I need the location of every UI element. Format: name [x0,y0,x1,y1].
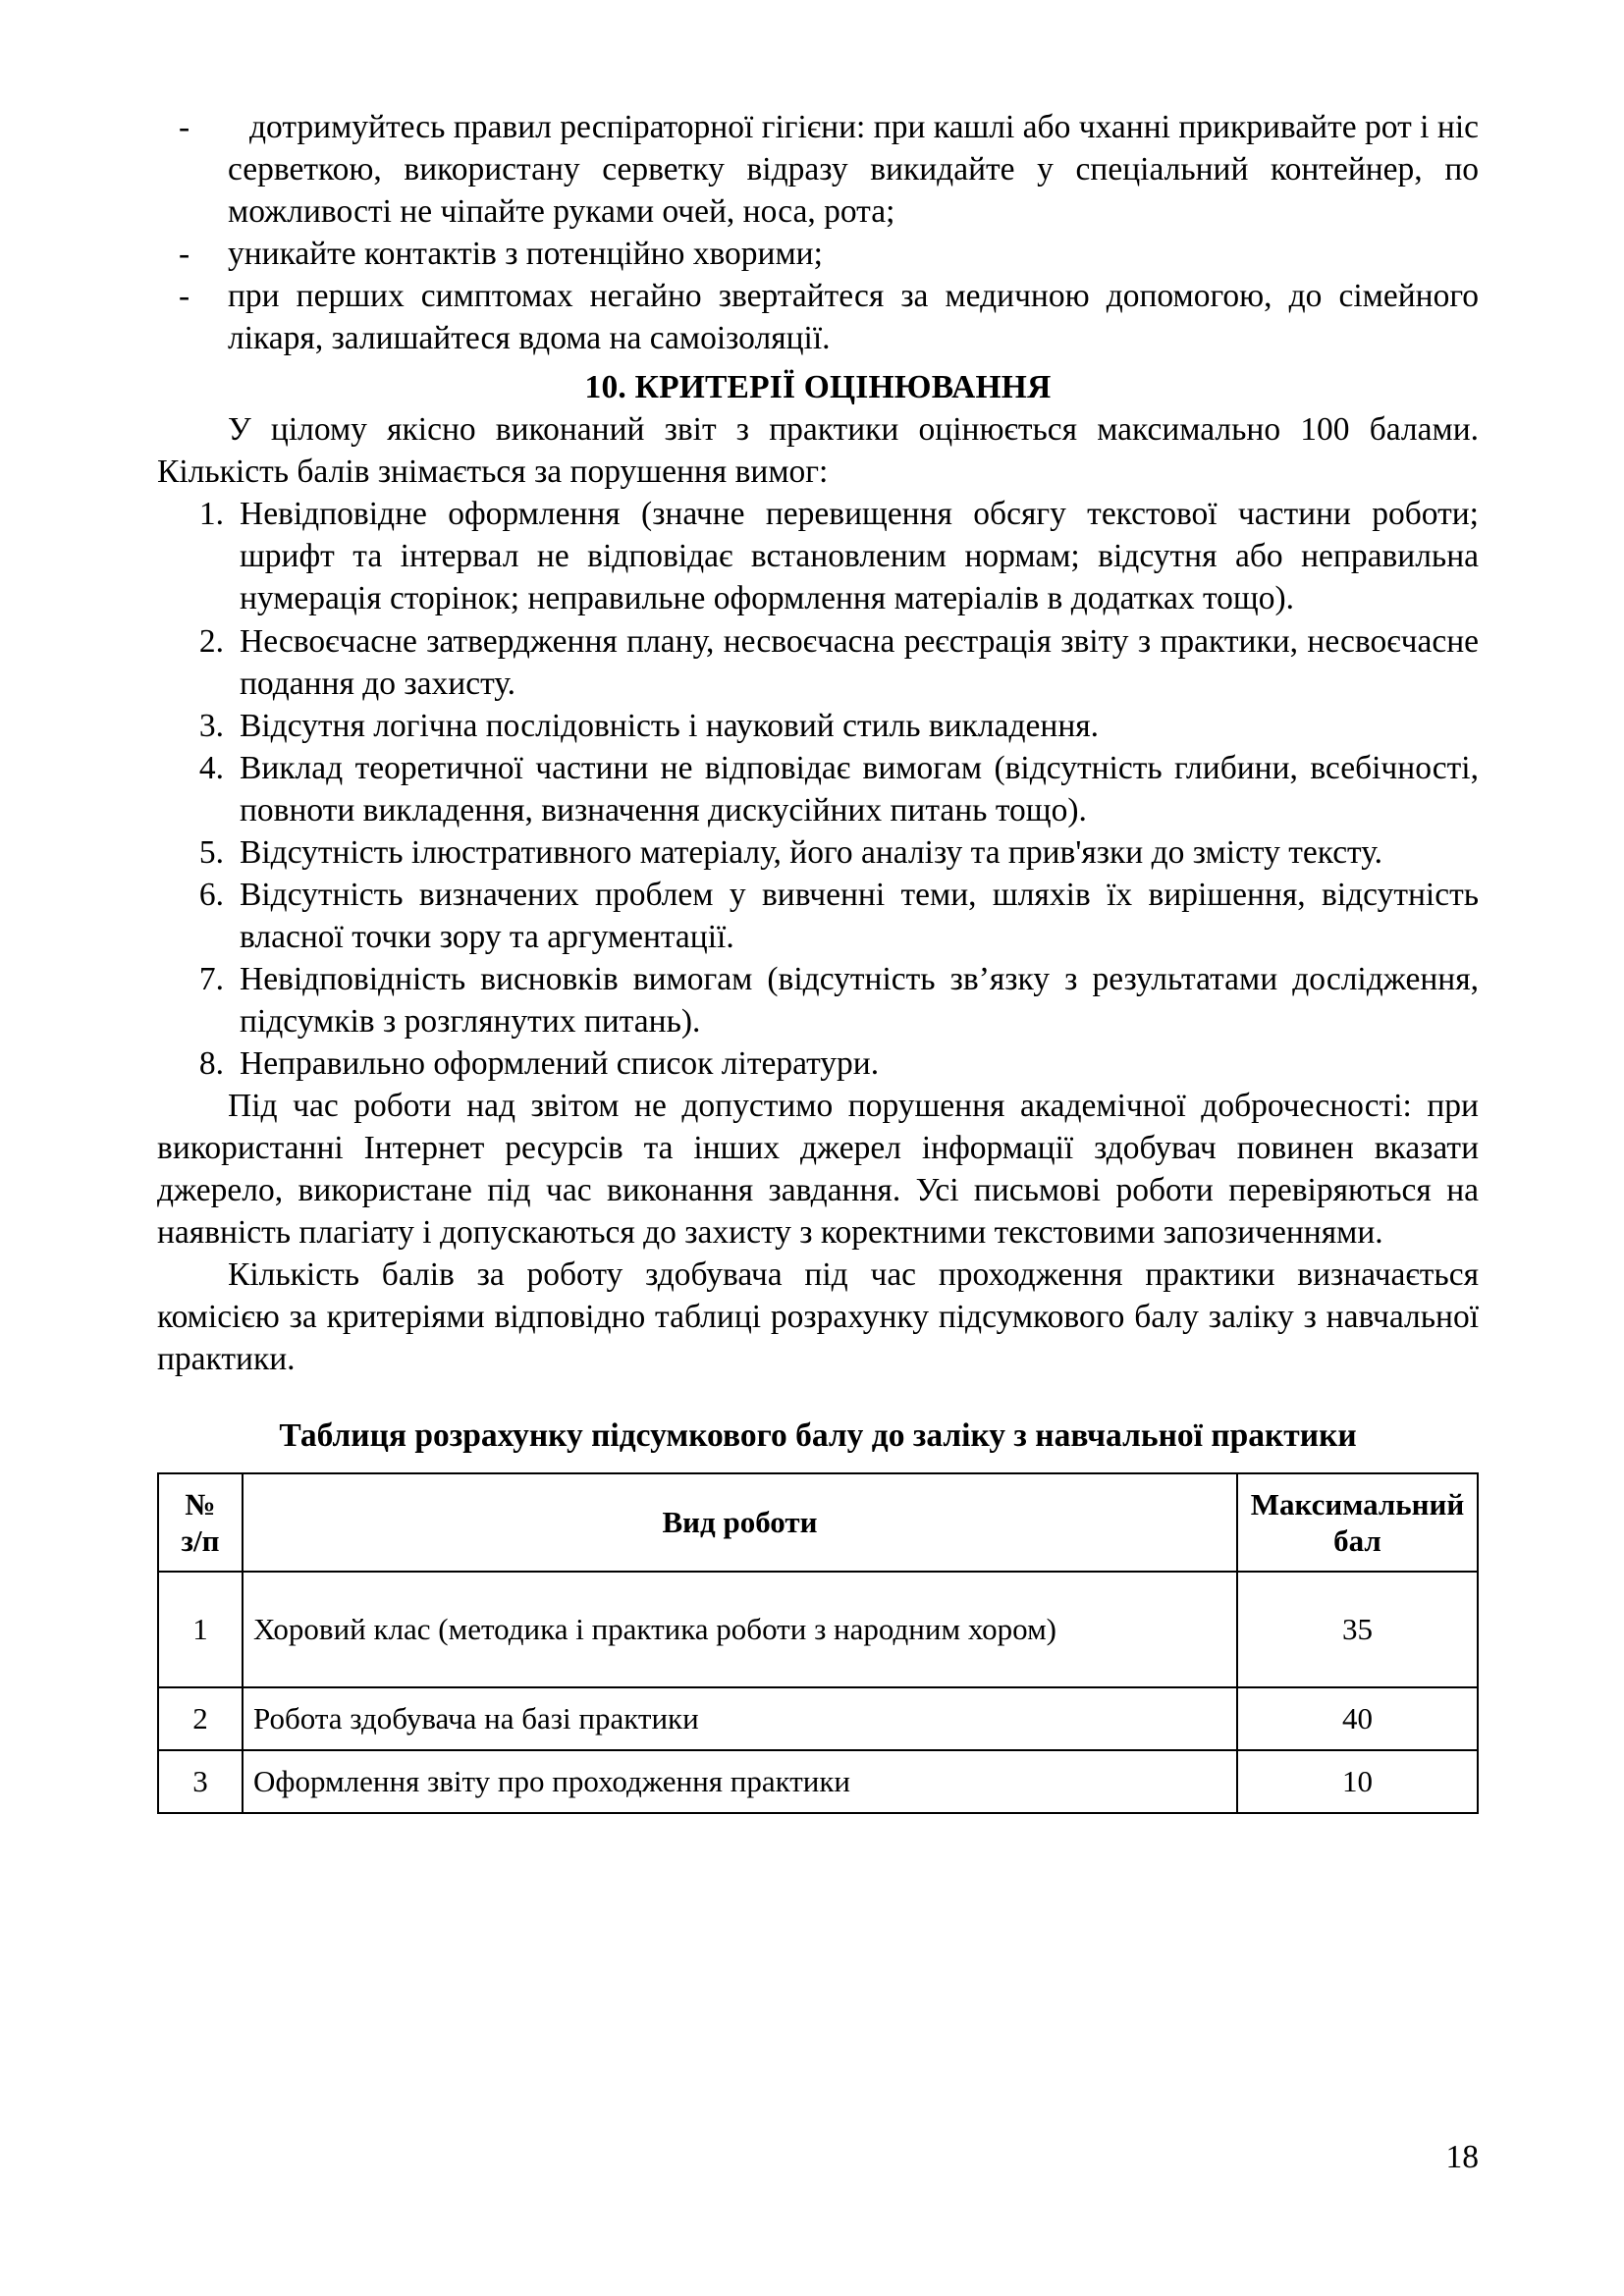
row-number: 2 [158,1687,243,1750]
list-item-text: Невідповідність висновків вимогам (відсутність зв’язку з результатами дослідження, підсумків з розглянутих питань). [240,960,1479,1040]
list-item-text: при перших симптомах негайно звертайтеся за медичною допомогою, до сімейного лікаря, залишайтеся вдома на самоізоляції. [228,278,1479,357]
page-number: 18 [1445,2139,1479,2175]
row-score: 35 [1237,1572,1478,1687]
row-number: 3 [158,1750,243,1813]
list-item-text: Відсутня логічна послідовність і науковий стиль викладення. [240,707,1100,744]
list-marker: 3. [198,707,224,744]
table-row [158,1572,1478,1687]
list-marker: 7. [198,960,224,997]
hygiene-bullet-list [157,106,1479,359]
list-item-text: Відсутність визначених проблем у вивченні теми, шляхів їх вирішення, відсутність власної точки зору та аргументації. [240,876,1479,955]
list-item [157,233,1479,275]
table-caption: Таблиця розрахунку підсумкового балу до заліку з навчальної практики [279,1417,1357,1455]
table-row [158,1687,1478,1750]
list-item [157,831,1479,874]
list-item-text: Виклад теоретичної частини не відповідає вимогам (відсутність глибини, всебічності, повноти викладення, визначення дискусійних питань тощо). [240,749,1479,828]
final-score-table [157,1472,1479,1814]
list-marker: 4. [198,749,224,786]
list-item [157,493,1479,619]
list-item-text: Неправильно оформлений список літератури. [240,1044,880,1082]
list-marker: 1. [198,496,224,533]
list-marker: 6. [198,876,224,913]
list-item-text: уникайте контактів з потенційно хворими; [228,236,823,273]
academic-integrity-paragraph: Під час роботи над звітом не допустимо порушення академічної доброчесності: при використанні Інтернет ресурсів та інших джерел інформації здобувач повинен вказати джерело, використане під час виконання завдання. Усі письмові роботи перевіряються на наявність плагіату і допускаються до захисту з коректними текстовими запозиченнями. [157,1088,1479,1252]
list-item [157,958,1479,1042]
row-score: 40 [1237,1687,1478,1750]
row-work: Робота здобувача на базі практики [243,1687,1237,1750]
list-item [157,106,1479,233]
dash-marker: - [179,236,190,273]
criteria-numbered-list [157,493,1479,1085]
list-marker: 5. [198,833,224,871]
table-row [158,1750,1478,1813]
column-header-number-line2: з/п [181,1523,220,1559]
row-work: Хоровий клас (методика і практика роботи з народним хором) [243,1572,1237,1687]
list-item [157,620,1479,705]
dash-marker: - [179,109,190,145]
column-header-work: Вид роботи [243,1473,1237,1572]
list-item-text: Відсутність ілюстративного матеріалу, його аналізу та прив'язки до змісту тексту. [240,833,1383,871]
list-item-text: дотримуйтесь правил респіраторної гігієни: при кашлі або чханні прикривайте рот і ніс серветкою, використану серветку відразу викидайте у спеціальний контейнер, по можливості не чіпайте руками очей, носа, рота; [228,109,1479,231]
list-marker: 8. [198,1044,224,1082]
column-header-score-line1: Максимальний [1250,1486,1465,1522]
list-item [157,747,1479,831]
table-header-row [158,1473,1478,1572]
column-header-score [1237,1473,1478,1572]
dash-marker: - [179,278,190,315]
list-item-text: Несвоєчасне затвердження плану, несвоєчасна реєстрація звіту з практики, несвоєчасне подання до захисту. [240,622,1479,702]
column-header-number [158,1473,243,1572]
section-heading: 10. КРИТЕРІЇ ОЦІНЮВАННЯ [584,369,1052,406]
list-item [157,874,1479,958]
list-marker: 2. [198,622,224,660]
list-item [157,1042,1479,1085]
list-item-text: Невідповідне оформлення (значне перевищення обсягу текстової частини роботи; шрифт та інтервал не відповідає встановленим нормам; відсутня або неправильна нумерація сторінок; неправильне оформлення матеріалів в додатках тощо). [240,496,1479,617]
row-number: 1 [158,1572,243,1687]
column-header-number-line1: № [185,1486,216,1522]
scoring-commission-paragraph: Кількість балів за роботу здобувача під час проходження практики визначається комісією за критеріями відповідно таблиці розрахунку підсумкового балу заліку з навчальної практики. [157,1256,1479,1378]
row-work: Оформлення звіту про проходження практики [243,1750,1237,1813]
row-score: 10 [1237,1750,1478,1813]
list-item [157,275,1479,359]
section-intro-paragraph: У цілому якісно виконаний звіт з практики оцінюється максимально 100 балами. Кількість балів знімається за порушення вимог: [157,411,1479,491]
list-item [157,705,1479,747]
column-header-score-line2: бал [1333,1523,1381,1559]
